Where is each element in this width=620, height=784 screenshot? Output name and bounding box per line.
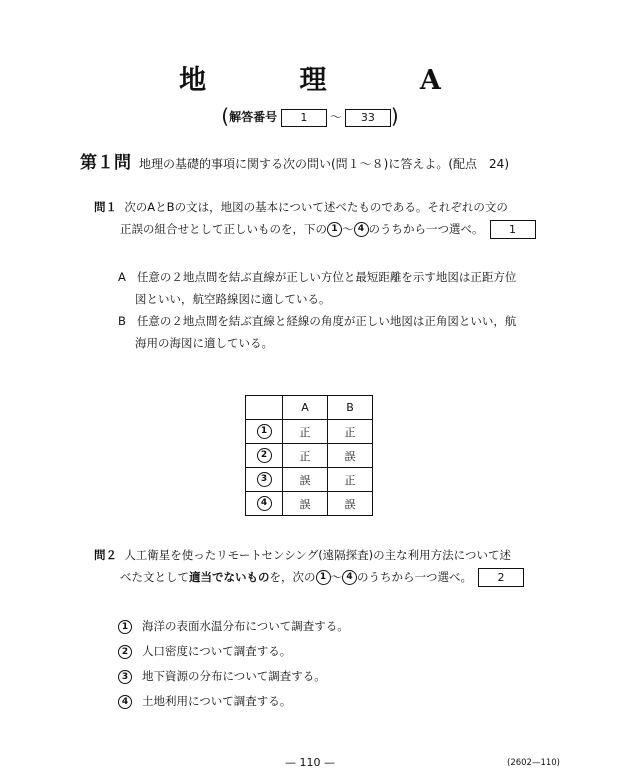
- answer-range-end-box: 33: [345, 109, 391, 127]
- table-corner: [246, 396, 283, 420]
- question-2-line2: べた文として適当でないものを，次の 1 ～ 4 のうちから一つ選べ。 2: [94, 566, 564, 588]
- option-2-icon: 2: [118, 645, 132, 659]
- list-item[interactable]: 4 土地利用について調査する。: [118, 691, 538, 712]
- question-2-line1: 問２ 人工衛星を使ったリモートセンシング(遠隔探査)の主な利用方法について述: [94, 548, 511, 562]
- list-item[interactable]: 2 人口密度について調査する。: [118, 641, 538, 662]
- table-cell: 正: [283, 444, 328, 468]
- open-paren: (: [221, 104, 230, 128]
- close-paren: ): [390, 104, 399, 128]
- emphasis: 適当でないもの: [189, 570, 270, 584]
- question-1-label: 問１: [94, 200, 117, 214]
- choice-first-icon: 1: [316, 570, 331, 585]
- option-4-icon: 4: [118, 695, 132, 709]
- section-number: 第１問: [80, 153, 131, 173]
- section-text: 地理の基礎的事項に関する次の問い(問１～８)に答えよ。(配点 24): [139, 157, 509, 171]
- option-2-icon: 2: [257, 448, 272, 463]
- option-1-icon: 1: [257, 424, 272, 439]
- answer-range: [0, 104, 620, 128]
- statements: [118, 266, 568, 354]
- option-3-icon: 3: [257, 472, 272, 487]
- answer-table: [245, 395, 373, 516]
- question-1-line2: 正誤の組合せとして正しいものを，下の 1 ～ 4 のうちから一つ選べ。 1: [94, 218, 564, 240]
- answer-range-start-box: 1: [281, 109, 327, 127]
- table-cell: 正: [328, 420, 373, 444]
- statement-b-cont: 海用の海図に適している。: [135, 336, 273, 350]
- question-1-line1: 問１ 次のAとBの文は，地図の基本について述べたものである。それぞれの文の: [94, 200, 508, 214]
- table-cell: 誤: [328, 492, 373, 516]
- table-header-b: B: [328, 396, 373, 420]
- page-title: 地 理 A: [179, 65, 483, 96]
- statement-b: B 任意の２地点間を結ぶ直線と経線の角度が正しい地図は正角図といい，航: [118, 314, 517, 328]
- statement-a: A 任意の２地点間を結ぶ直線が正しい方位と最短距離を示す地図は正距方位: [118, 270, 517, 284]
- choice-last-icon: 4: [354, 222, 369, 237]
- answer-box-2[interactable]: 2: [478, 568, 524, 587]
- table-cell: 誤: [283, 468, 328, 492]
- table-cell: 正: [328, 468, 373, 492]
- question-2-label: 問２: [94, 548, 117, 562]
- choice-first-icon: 1: [327, 222, 342, 237]
- exam-code: (2602—110): [507, 758, 560, 768]
- page-number: — 110 —: [285, 756, 335, 769]
- list-item[interactable]: 3 地下資源の分布について調査する。: [118, 666, 538, 687]
- table-header-a: A: [283, 396, 328, 420]
- option-1-icon: 1: [118, 620, 132, 634]
- table-row: [246, 444, 373, 468]
- answer-box-1[interactable]: 1: [490, 220, 536, 239]
- option-4-icon: 4: [257, 496, 272, 511]
- list-item[interactable]: 1 海洋の表面水温分布について調査する。: [118, 616, 538, 637]
- table-row: [246, 492, 373, 516]
- question-2: [94, 544, 564, 588]
- section-heading: [80, 148, 509, 173]
- choice-last-icon: 4: [342, 570, 357, 585]
- table-header-row: [246, 396, 373, 420]
- statement-a-cont: 図といい，航空路線図に適している。: [135, 292, 331, 306]
- answer-range-label: 解答番号: [229, 110, 278, 124]
- table-cell: 正: [283, 420, 328, 444]
- table-cell: 誤: [328, 444, 373, 468]
- table-row: [246, 420, 373, 444]
- answer-range-tilde: ～: [329, 110, 342, 124]
- table-row: [246, 468, 373, 492]
- question-2-options: [118, 616, 538, 712]
- table-cell: 誤: [283, 492, 328, 516]
- question-1: [94, 196, 564, 240]
- option-3-icon: 3: [118, 670, 132, 684]
